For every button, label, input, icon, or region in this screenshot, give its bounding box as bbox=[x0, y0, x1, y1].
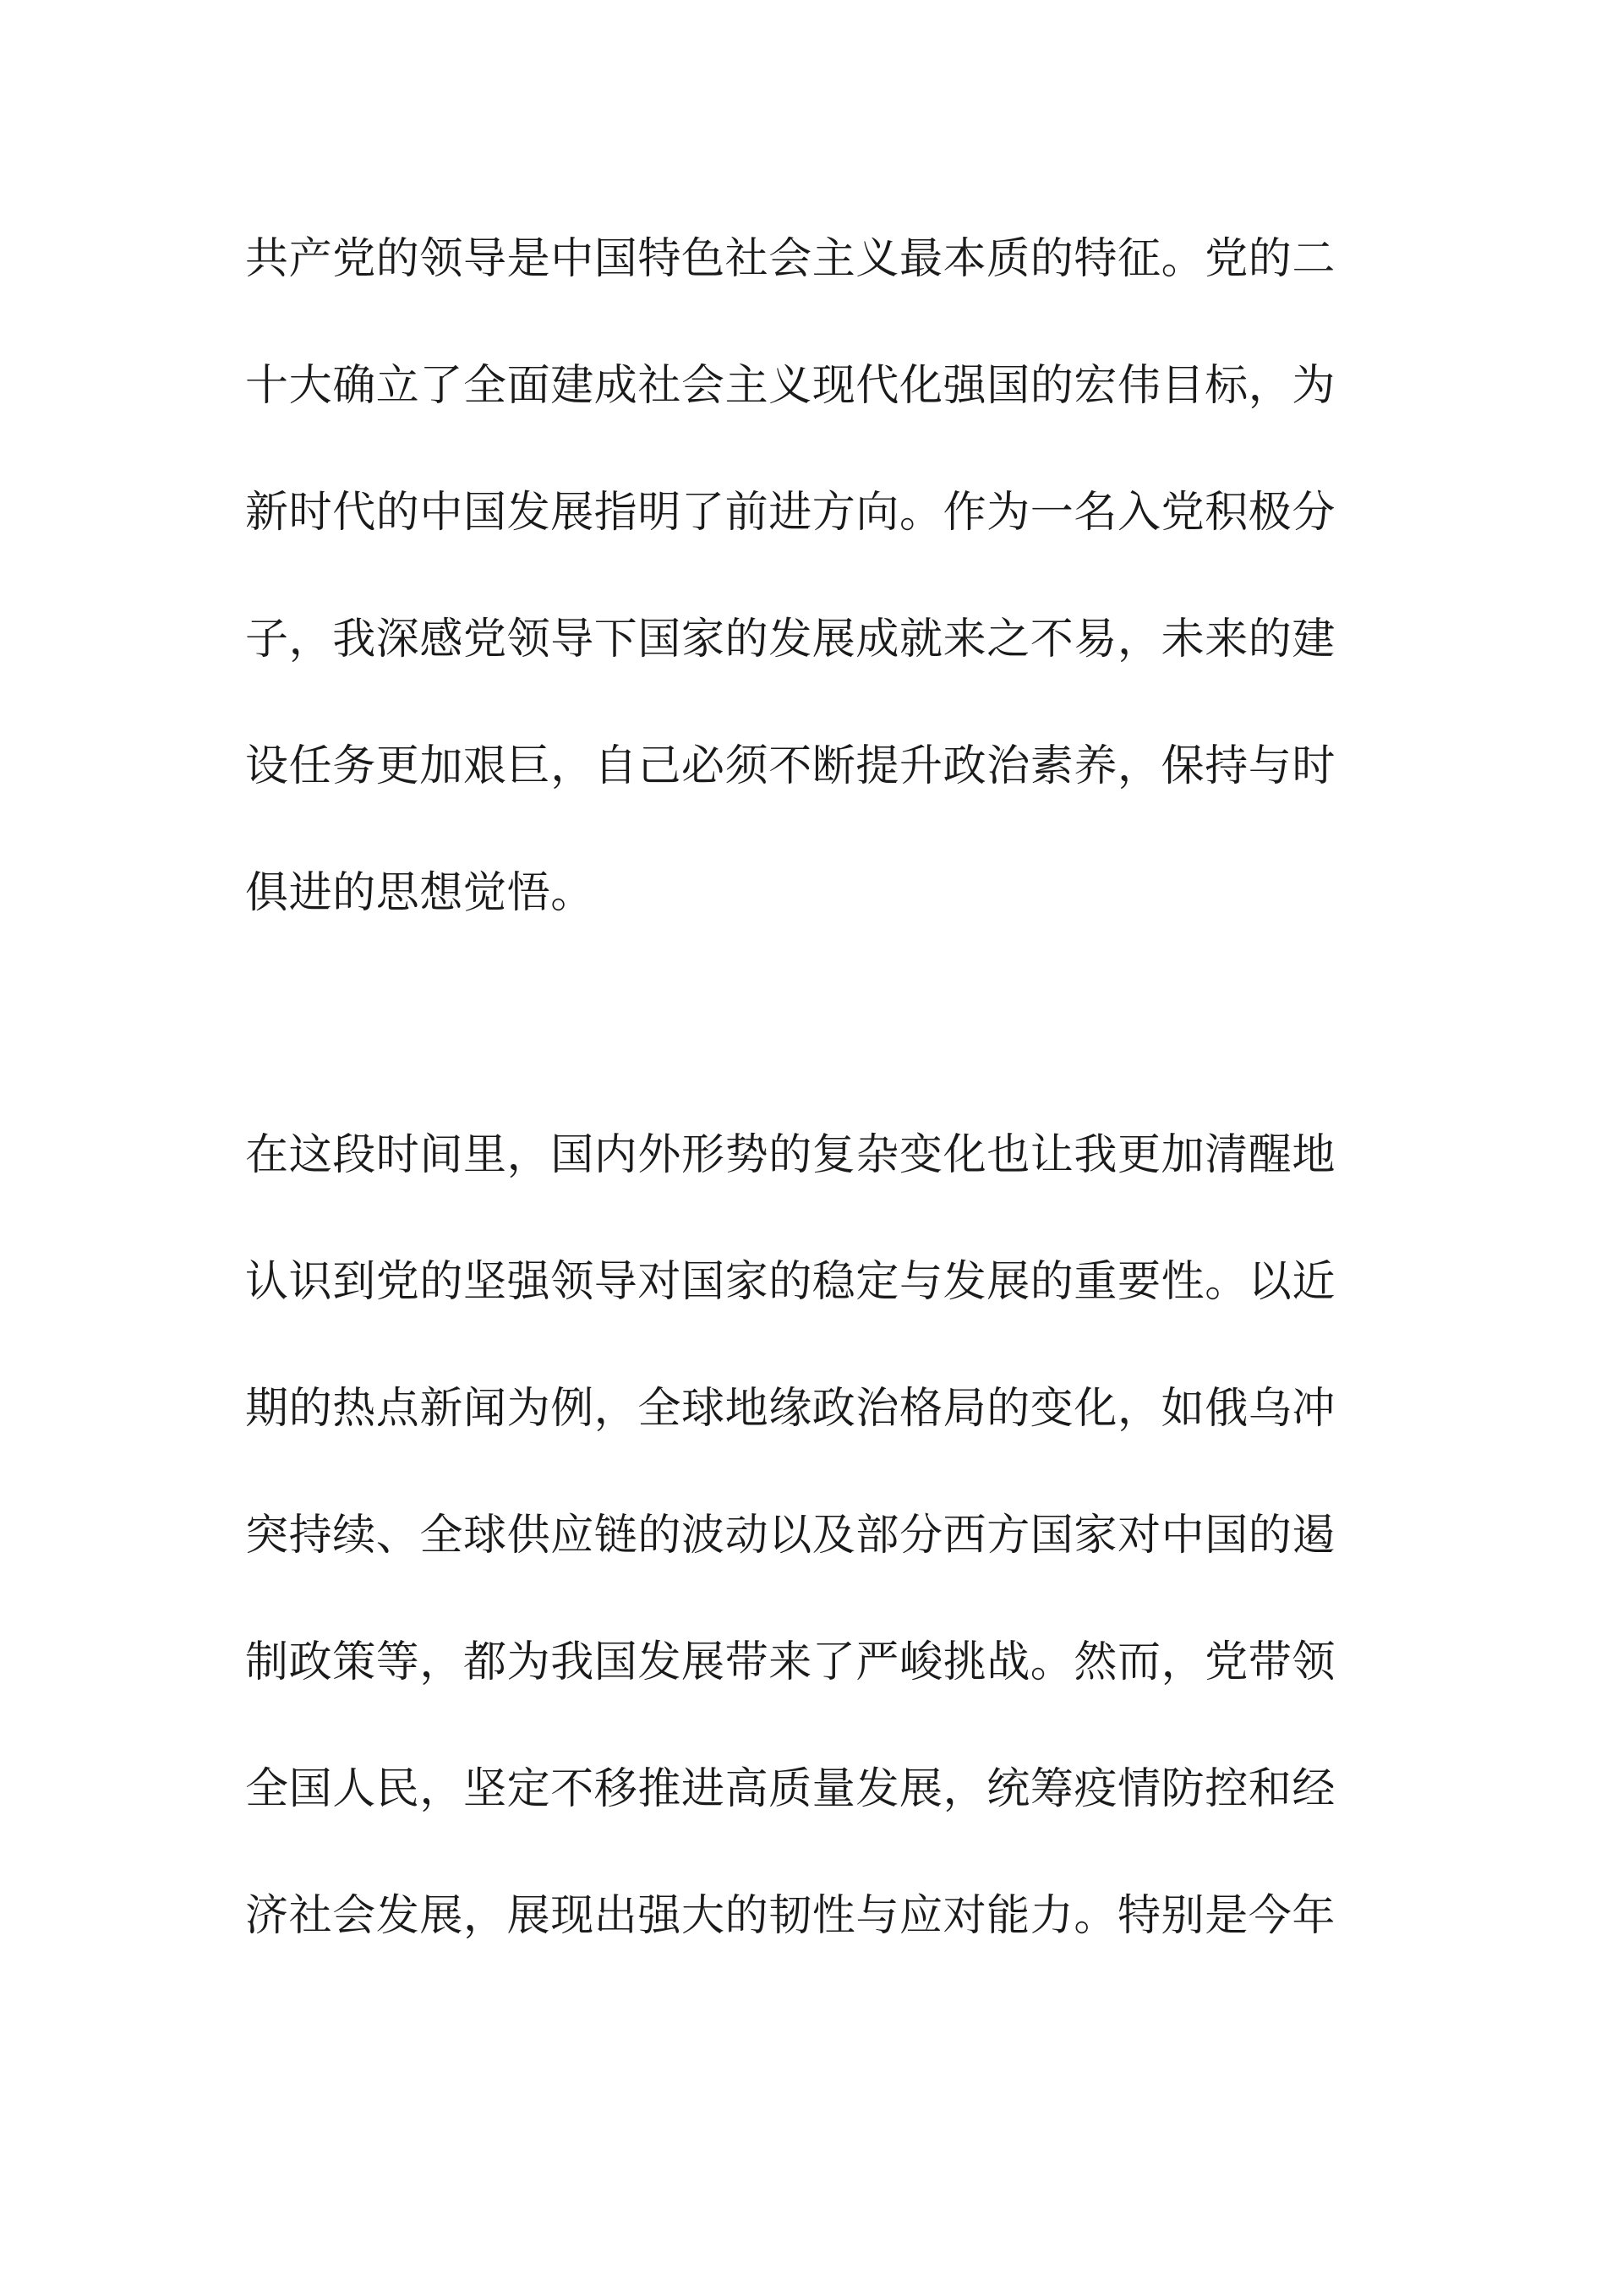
text-line: 全国人民，坚定不移推进高质量发展，统筹疫情防控和经 bbox=[245, 1764, 1336, 1814]
text-line: 济社会发展，展现出强大的韧性与应对能力。特别是今年 bbox=[245, 1891, 1336, 1941]
text-line: 在这段时间里，国内外形势的复杂变化也让我更加清醒地 bbox=[245, 1130, 1336, 1180]
text-line: 新时代的中国发展指明了前进方向。作为一名入党积极分 bbox=[245, 488, 1336, 538]
text-line: 俱进的思想觉悟。 bbox=[245, 868, 594, 918]
text-line: 共产党的领导是中国特色社会主义最本质的特征。党的二 bbox=[245, 234, 1336, 284]
text-line: 子，我深感党领导下国家的发展成就来之不易，未来的建 bbox=[245, 615, 1336, 664]
text-line: 设任务更加艰巨，自己必须不断提升政治素养，保持与时 bbox=[245, 741, 1336, 791]
text-line: 制政策等，都为我国发展带来了严峻挑战。然而，党带领 bbox=[245, 1637, 1336, 1687]
text-line: 认识到党的坚强领导对国家的稳定与发展的重要性。以近 bbox=[245, 1257, 1336, 1307]
text-line: 突持续、全球供应链的波动以及部分西方国家对中国的遏 bbox=[245, 1511, 1336, 1561]
text-line: 十大确立了全面建成社会主义现代化强国的宏伟目标，为 bbox=[245, 361, 1336, 411]
text-line: 期的热点新闻为例，全球地缘政治格局的变化，如俄乌冲 bbox=[245, 1384, 1336, 1434]
